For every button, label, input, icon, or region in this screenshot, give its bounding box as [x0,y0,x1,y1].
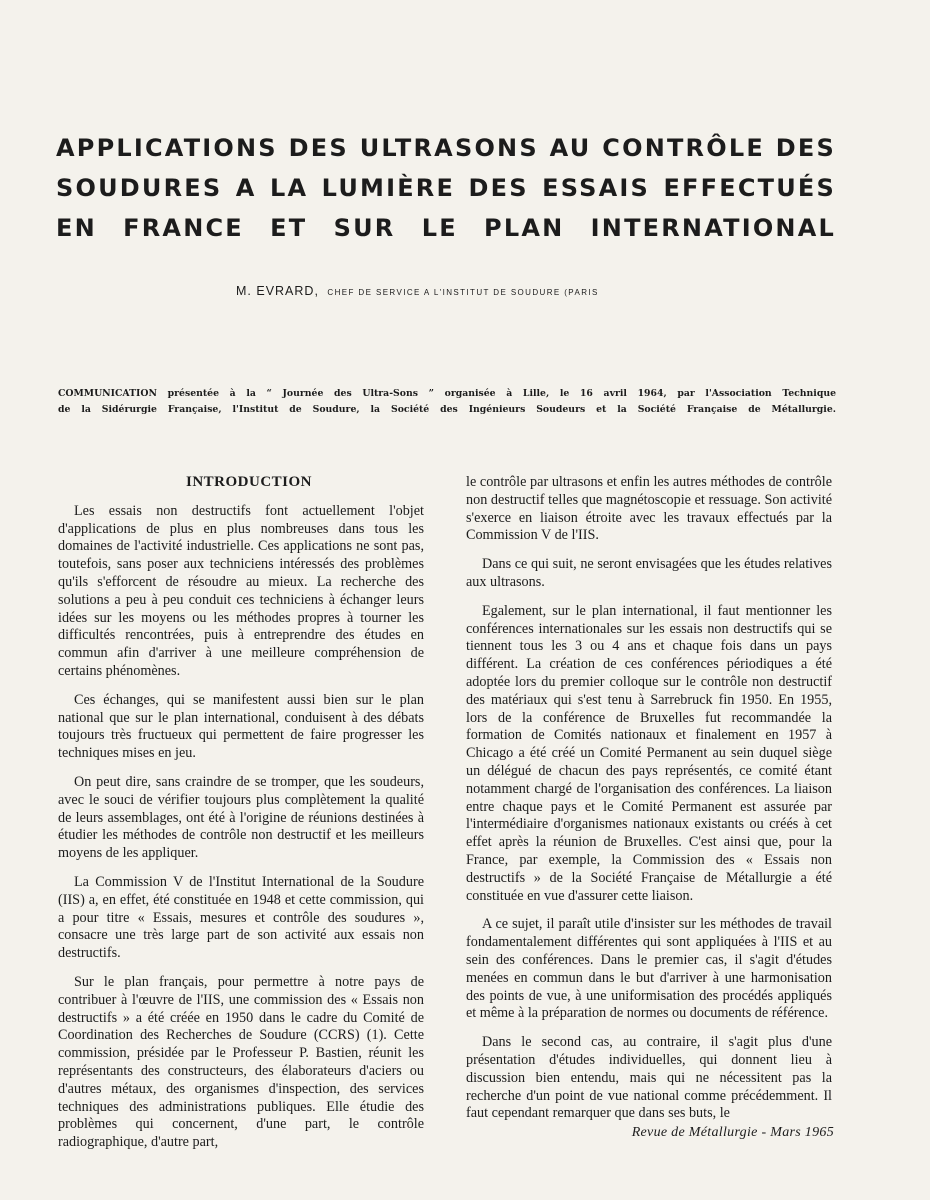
left-column [58,474,424,1163]
right-column [466,474,832,1134]
communication-line: de la Sidérurgie Française, l'Institut de Soudure, la Société des Ingénieurs Soudeurs et la Société Française de Métallurgie. [58,404,836,415]
paragraph: Egalement, sur le plan international, il faut mentionner les conférences internationales sur les essais non destructifs qui se tiennent tous les 3 ou 4 ans et chaque fois dans un pays différent. La création de ces conférences périodiques a été adoptée lors du premier colloque sur le contrôle non destructif des matériaux qui s'est tenu à Sarrebruck fin 1950. En 1955, lors de la conférence de Bruxelles fut recommandée la formation de Comités nationaux et finalement en 1957 à Chicago a été créé un Comité Permanent au sein duquel siège un délégué de chacun des pays représentés, ce comité étant notamment chargé de l'organisation des conférences. La liaison entre chaque pays et le Comité Permanent est assurée par l'intermédiaire d'organismes nationaux existants ou créés à cet effet après la réunion de Bruxelles. C'est ainsi que, pour la France, par exemple, la Commission des « Essais non destructifs » de la Société Française de Métallurgie a été constituée en vue d'assurer cette liaison. [466,602,832,904]
communication-note [58,386,836,418]
paragraph-continued: le contrôle par ultrasons et enfin les autres méthodes de contrôle non destructif telles que magnétoscopie et ressuage. Son activité s'exerce en liaison étroite avec les travaux effectués par la Commission V de l'IIS. [466,474,832,544]
author-line [236,284,656,298]
section-heading: INTRODUCTION [185,474,312,490]
title-line: APPLICATIONS DES ULTRASONS AU CONTRÔLE DES [56,134,836,162]
paragraph: On peut dire, sans craindre de se tromper, que les soudeurs, avec le souci de vérifier toujours plus complètement la qualité de leurs assemblages, ont été à l'origine de réunions destinées à étudier les méthodes de contrôle non destructif et les meilleurs moyens de les appliquer. [58,773,424,862]
paragraph: La Commission V de l'Institut International de la Soudure (IIS) a, en effet, été constituée en 1948 et cette commission, qui a pour titre « Essais, mesures et contrôle des soudures », consacre une très large part de son activité aux essais non destructifs. [58,873,424,962]
paragraph: Dans ce qui suit, ne seront envisagées que les études relatives aux ultrasons. [466,556,832,590]
paragraph: Dans le second cas, au contraire, il s'agit plus d'une présentation d'études individuelles, qui donnent lieu à discussion bien entendu, mais qui ne nécessitent pas la recherche d'un point de vue national comme précédemment. Il faut cependant remarquer que dans ses buts, le [466,1034,832,1122]
paragraph: Sur le plan français, pour permettre à notre pays de contribuer à l'œuvre de l'IIS, une commission des « Essais non destructifs » a été créée en 1950 dans le cadre du Comité de Coordination des Recherches de Soudure (CCRS) (1). Cette commission, présidée par le Professeur P. Bastien, réunit les représentants des constructeurs, des élaborateurs d'aciers ou d'autres métaux, des organismes d'inspection, des services techniques des administrations publiques. Elle étudie des problèmes qui concernent, d'une part, le contrôle radiographique, d'autre part, [58,973,424,1151]
title-line: EN FRANCE ET SUR LE PLAN INTERNATIONAL [56,214,836,242]
communication-line: COMMUNICATION présentée à la “ Journée des Ultra-Sons ” organisée à Lille, le 16 avril 1964, par l'Association Technique [58,388,836,399]
paragraph: Les essais non destructifs font actuellement l'objet d'applications de plus en plus nombreuses dans tous les domaines de l'activité industrielle. Ces applications ne sont pas, toutefois, sans poser aux techniciens intéressés des problèmes qu'ils s'efforcent de résoudre au mieux. La recherche des solutions a peu à peu conduit ces techniciens à échanger leurs idées sur les moyens ou les méthodes propres à tourner les difficultés rencontrées, puis à entreprendre des études en commun afin d'arriver à une meilleure compréhension de certains phénomènes. [58,502,424,679]
title-line: SOUDURES A LA LUMIÈRE DES ESSAIS EFFECTUÉS [56,174,836,202]
paragraph: Ces échanges, qui se manifestent aussi bien sur le plan national que sur le plan international, conduisent à des débats toujours très fructueux qui permettent de faire progresser les techniques mises en jeu. [58,691,424,762]
article-title [56,128,836,248]
paragraph: A ce sujet, il paraît utile d'insister sur les méthodes de travail fondamentalement différentes qui sont appliquées à l'IIS et au sein des conférences. Dans le premier cas, il s'agit d'études menées en commun dans le but d'arriver à une harmonisation des points de vue, à une uniformisation des procédés appliqués et même à la préparation de normes ou documents de référence. [466,916,832,1022]
author-affiliation: CHEF DE SERVICE A L'INSTITUT DE SOUDURE (PARIS [327,288,599,297]
author-name: M. EVRARD, [236,284,319,298]
journal-footer: Revue de Métallurgie - Mars 1965 [631,1125,834,1140]
